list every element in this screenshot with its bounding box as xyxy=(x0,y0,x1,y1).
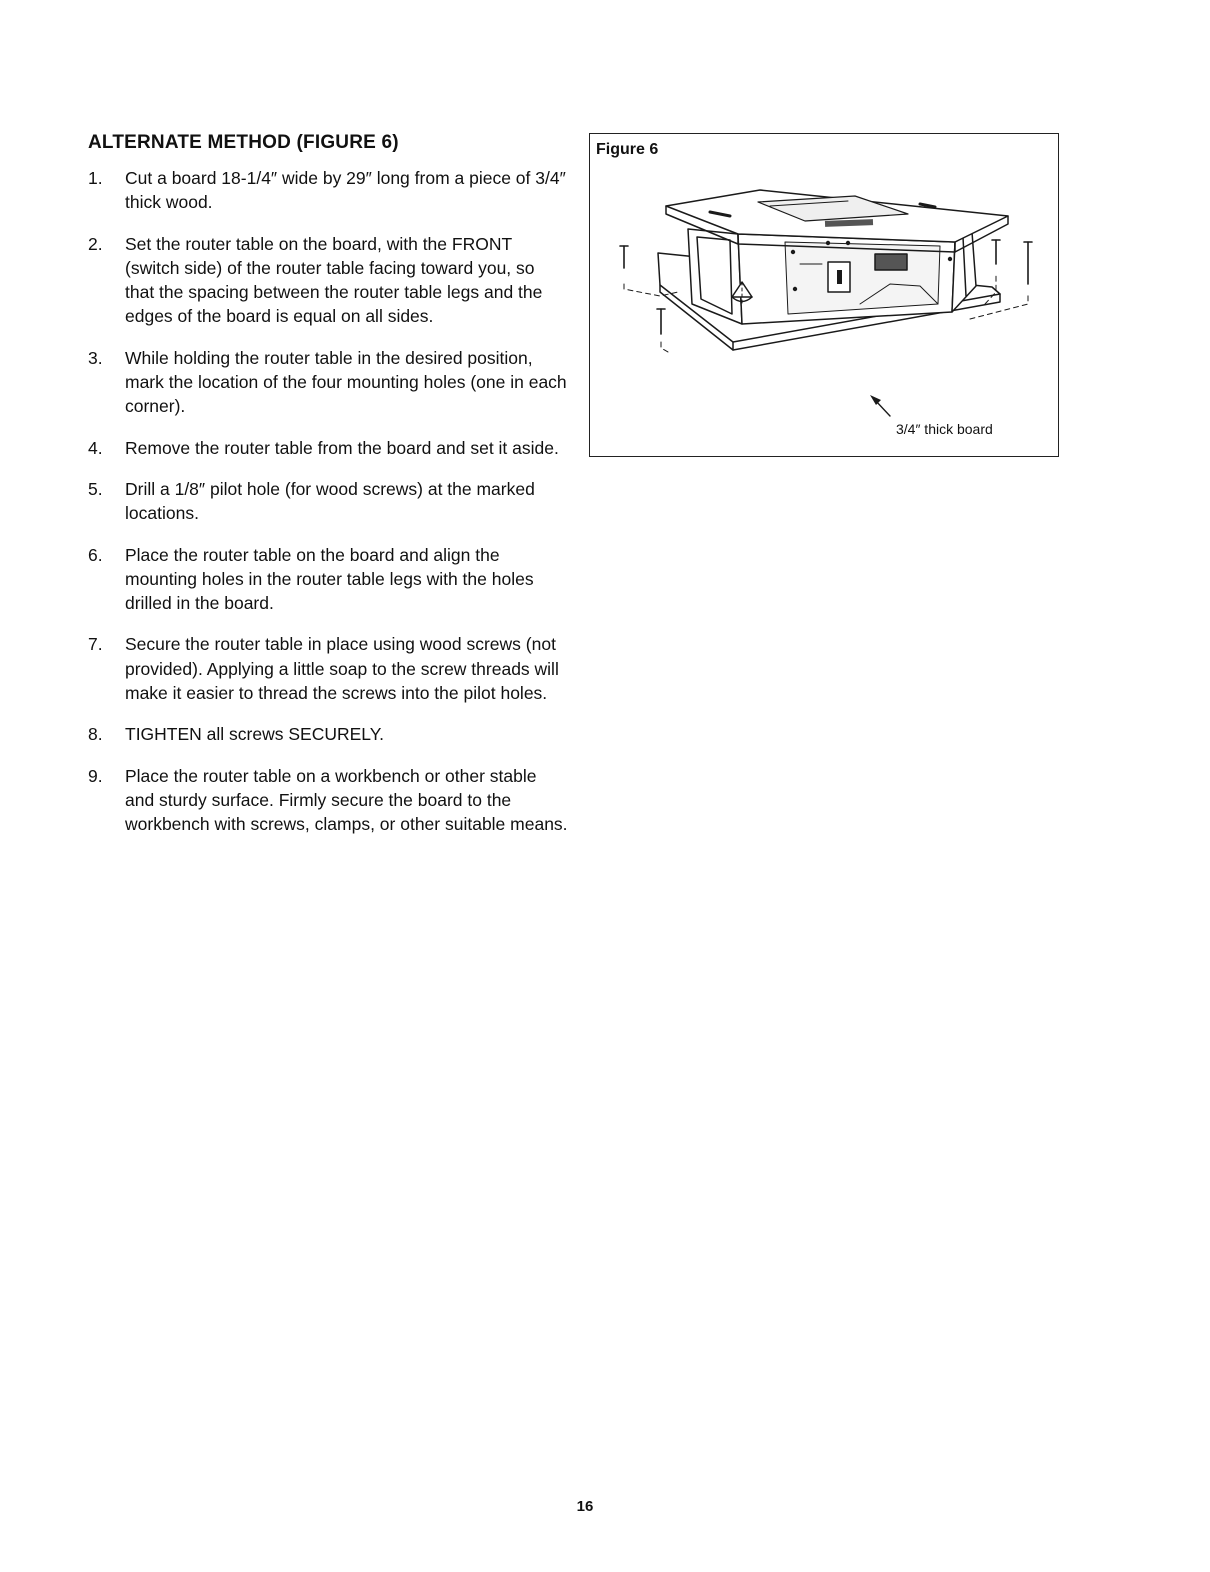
step-item xyxy=(88,477,568,526)
step-number: 7. xyxy=(88,634,103,655)
step-text: Cut a board 18-1/4″ wide by 29″ long from a piece of 3/4″ thick wood. xyxy=(125,168,566,213)
page-number: 16 xyxy=(576,1498,594,1515)
step-item xyxy=(88,346,568,419)
figure-6-panel xyxy=(589,133,1059,457)
step-text: Place the router table on a workbench or other stable and sturdy surface. Firmly secure the board to the workbench with screws, clamps, or other suitable means. xyxy=(125,765,568,835)
step-item xyxy=(88,436,568,460)
step-number: 5. xyxy=(88,478,103,499)
step-number: 4. xyxy=(88,437,103,458)
step-text: Secure the router table in place using wood screws (not provided). Applying a little soap to the screw threads will make it easier to thread the screws into the pilot holes. xyxy=(125,634,559,704)
router-table-body xyxy=(688,229,976,324)
step-number: 3. xyxy=(88,347,103,368)
instruction-steps xyxy=(88,166,568,854)
step-text: TIGHTEN all screws SECURELY. xyxy=(125,724,384,745)
step-item xyxy=(88,232,568,329)
callout-arrow xyxy=(870,395,890,416)
step-text: While holding the router table in the desired position, mark the location of the four mounting holes (one in each corner). xyxy=(125,347,567,417)
step-number: 2. xyxy=(88,233,103,254)
step-item xyxy=(88,632,568,705)
step-item xyxy=(88,166,568,215)
step-text: Set the router table on the board, with the FRONT (switch side) of the router table facing toward you, so that the spacing between the router table legs and the edges of the board is equal on all sides. xyxy=(125,233,543,327)
step-item xyxy=(88,764,568,837)
board-callout-label: 3/4″ thick board xyxy=(896,421,993,437)
step-text: Remove the router table from the board and set it aside. xyxy=(125,437,559,458)
step-text: Place the router table on the board and align the mounting holes in the router table legs with the holes drilled in the board. xyxy=(125,544,534,614)
figure-title: Figure 6 xyxy=(596,141,659,158)
step-number: 8. xyxy=(88,724,103,745)
step-item xyxy=(88,543,568,616)
step-number: 9. xyxy=(88,765,103,786)
step-number: 1. xyxy=(88,168,103,188)
step-text: Drill a 1/8″ pilot hole (for wood screws) at the marked locations. xyxy=(125,478,535,524)
section-title: ALTERNATE METHOD (FIGURE 6) xyxy=(88,132,399,153)
step-item xyxy=(88,722,568,746)
router-table-illustration xyxy=(590,134,1058,456)
step-number: 6. xyxy=(88,544,103,565)
